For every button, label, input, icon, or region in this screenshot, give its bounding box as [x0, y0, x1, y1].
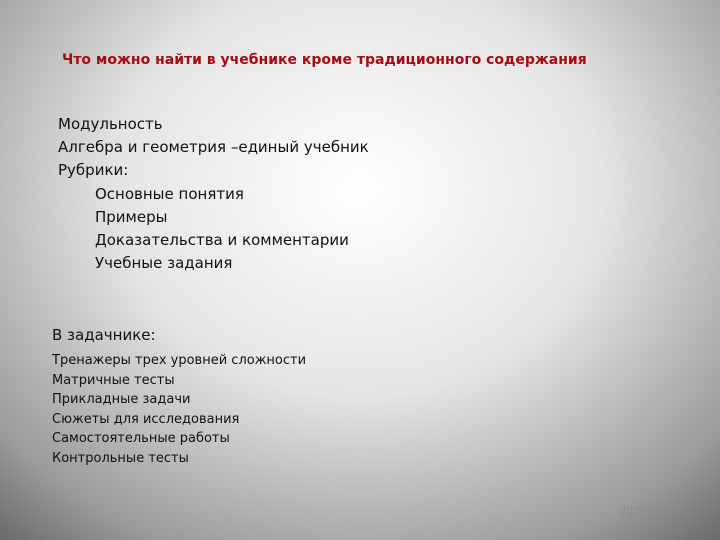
workbook-item: Тренажеры трех уровней сложности [52, 353, 307, 368]
list-item-modularity: Модульность [58, 115, 163, 133]
workbook-item: Прикладные задачи [52, 392, 191, 407]
slide-title: Что можно найти в учебнике кроме традиционного содержания [62, 52, 587, 68]
list-item-algebra-geometry: Алгебра и геометрия –единый учебник [58, 138, 369, 157]
list-item-rubrics: Рубрики: [58, 161, 129, 180]
workbook-list [52, 351, 306, 468]
rubric-item: Доказательства и комментарии [95, 231, 349, 250]
page-number: 9/15 [620, 506, 641, 516]
rubric-item: Примеры [95, 207, 168, 226]
workbook-section [52, 323, 306, 468]
main-list [58, 113, 369, 275]
rubric-item: Основные понятия [95, 184, 244, 203]
rubric-item: Учебные задания [95, 254, 233, 273]
workbook-item: Самостоятельные работы [52, 431, 230, 446]
workbook-heading: В задачнике: [52, 326, 156, 344]
workbook-item: Матричные тесты [52, 372, 175, 388]
workbook-item: Сюжеты для исследования [52, 411, 240, 427]
workbook-item: Контрольные тесты [52, 450, 189, 466]
